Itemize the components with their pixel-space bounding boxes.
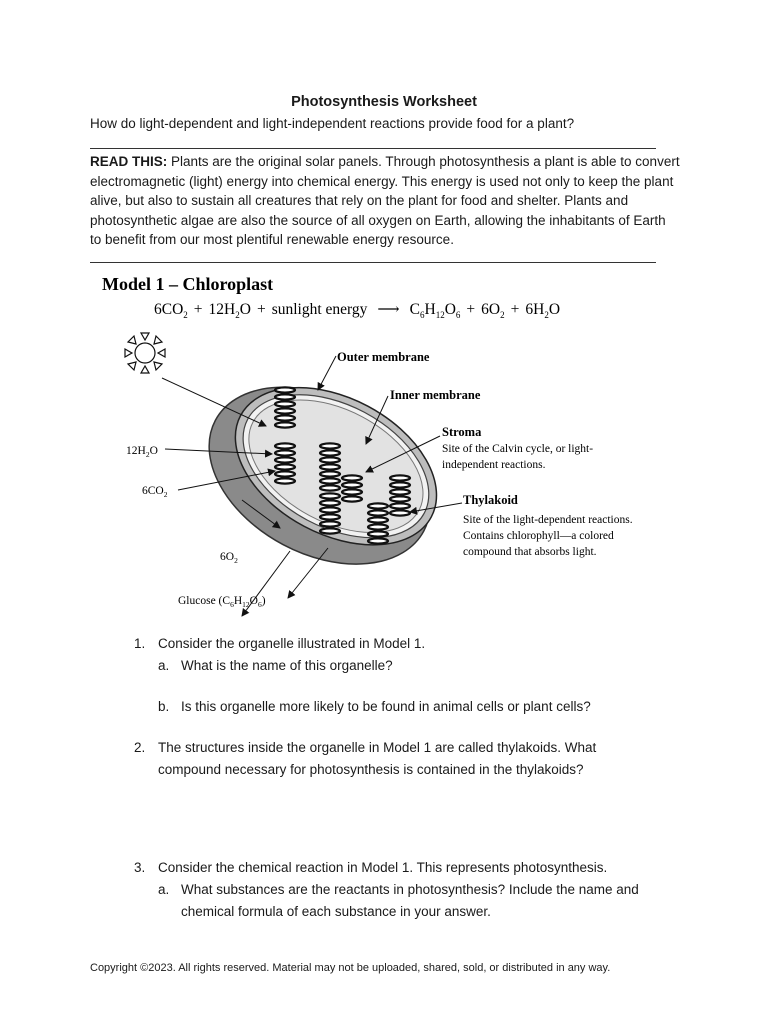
- thylakoid-disc: [342, 496, 362, 501]
- thylakoid-disc: [390, 496, 410, 501]
- question-1: Consider the organelle illustrated in Model 1.: [158, 636, 426, 651]
- thylakoid-desc-line: Contains chlorophyll—a colored: [463, 530, 614, 542]
- read-this-label: READ THIS:: [90, 154, 168, 169]
- thylakoid-disc: [390, 482, 410, 487]
- thylakoid-disc: [320, 514, 340, 519]
- divider: [90, 148, 656, 149]
- glucose-label: Glucose $(C_6H_{12}O_6)$: [178, 595, 266, 609]
- stroma-label: Stroma: [442, 425, 482, 439]
- subquestion-letter: b.: [158, 699, 170, 714]
- stroma-desc-line: independent reactions.: [442, 459, 546, 471]
- page-title: Photosynthesis Worksheet: [291, 94, 477, 110]
- chloroplast-model-figure: [90, 268, 650, 618]
- thylakoid-disc: [275, 394, 295, 399]
- thylakoid-disc: [368, 538, 388, 543]
- divider: [90, 262, 656, 263]
- subquestion-letter: a.: [158, 882, 170, 897]
- water-label: $12H_2O$: [126, 445, 158, 459]
- subquestion-letter: a.: [158, 658, 170, 673]
- thylakoid-disc: [320, 493, 340, 498]
- thylakoid-disc: [275, 401, 295, 406]
- thylakoid-disc: [320, 478, 340, 483]
- thylakoid-disc: [320, 450, 340, 455]
- thylakoid-disc: [368, 531, 388, 536]
- thylakoid-disc: [320, 521, 340, 526]
- photosynthesis-equation: $6CO_2 + 12H_2O$ + sunlight energy ⟶ $C_6H_{12}O_6 + 6O_2 + 6H_2O$: [154, 301, 561, 320]
- thylakoid-label: Thylakoid: [463, 493, 518, 507]
- thylakoid-disc: [390, 475, 410, 480]
- thylakoid-disc: [342, 475, 362, 480]
- thylakoid-disc: [275, 422, 295, 427]
- question-1b: Is this organelle more likely to be found in animal cells or plant cells?: [181, 699, 591, 714]
- thylakoid-disc: [320, 443, 340, 448]
- thylakoid-disc: [320, 507, 340, 512]
- inner-membrane-label: Inner membrane: [390, 388, 481, 402]
- thylakoid-disc: [320, 464, 340, 469]
- thylakoid-disc: [275, 443, 295, 448]
- thylakoid-disc: [390, 489, 410, 494]
- thylakoid-disc: [320, 528, 340, 533]
- thylakoid-disc: [342, 482, 362, 487]
- thylakoid-disc: [368, 510, 388, 515]
- essential-question: How do light-dependent and light-independent reactions provide food for a plant?: [90, 116, 575, 131]
- model-title: Model 1 – Chloroplast: [102, 274, 274, 294]
- thylakoid-disc: [390, 503, 410, 508]
- thylakoid-disc: [275, 464, 295, 469]
- question-1a: What is the name of this organelle?: [181, 658, 393, 673]
- sun-icon: [125, 333, 165, 373]
- copyright-footer: Copyright ©2023. All rights reserved. Material may not be uploaded, shared, sold, or distributed in any way.: [90, 962, 611, 974]
- question-number: 3.: [134, 860, 146, 875]
- read-this-text: Plants are the original solar panels. Through photosynthesis a plant is able to convert electromagnetic (light) energy into chemical energy. This energy is used not only to keep the plant alive, but also to sustain all creatures that rely on the plant for food and shelter. Plants and photosynthetic algae are also the source of all oxygen on Earth, allowing the inhabitants of Earth to benefit from our most plentiful renewable energy resource.: [90, 154, 680, 247]
- thylakoid-disc: [320, 500, 340, 505]
- thylakoid-desc-line: compound that absorbs light.: [463, 546, 597, 558]
- question-number: 2.: [134, 740, 146, 755]
- thylakoid-disc: [320, 471, 340, 476]
- thylakoid-disc: [275, 457, 295, 462]
- thylakoid-disc: [368, 517, 388, 522]
- thylakoid-disc: [368, 503, 388, 508]
- read-this-paragraph: [90, 152, 680, 250]
- thylakoid-disc: [275, 387, 295, 392]
- thylakoid-disc: [320, 485, 340, 490]
- thylakoid-disc: [342, 489, 362, 494]
- question-number: 1.: [134, 636, 146, 651]
- question-2: The structures inside the organelle in Model 1 are called thylakoids. What compound necessary for photosynthesis is contained in the thylakoids?: [158, 740, 597, 777]
- question-3a: What substances are the reactants in photosynthesis? Include the name and chemical formula of each substance in your answer.: [181, 882, 639, 919]
- o2-label: $6O_2$: [220, 551, 238, 565]
- thylakoid-desc-line: Site of the light-dependent reactions.: [463, 514, 633, 526]
- thylakoid-disc: [390, 510, 410, 515]
- thylakoid-disc: [320, 457, 340, 462]
- question-3: Consider the chemical reaction in Model 1. This represents photosynthesis.: [158, 860, 608, 875]
- outer-membrane-label: Outer membrane: [337, 350, 430, 364]
- thylakoid-disc: [275, 450, 295, 455]
- thylakoid-disc: [368, 524, 388, 529]
- stroma-desc-line: Site of the Calvin cycle, or light-: [442, 443, 594, 455]
- thylakoid-disc: [275, 471, 295, 476]
- thylakoid-disc: [275, 408, 295, 413]
- co2-label: $6CO_2$: [142, 485, 168, 499]
- thylakoid-disc: [275, 415, 295, 420]
- thylakoid-disc: [275, 478, 295, 483]
